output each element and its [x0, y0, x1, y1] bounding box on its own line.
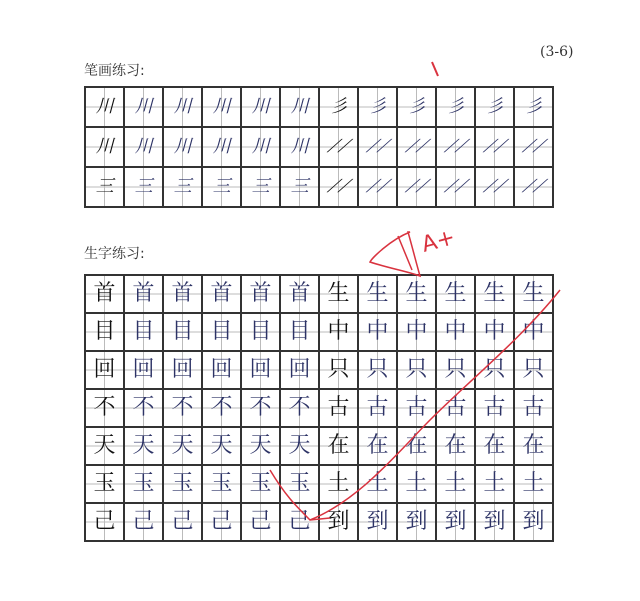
- grid-cell: [437, 504, 476, 542]
- handwritten-character: 己: [249, 509, 272, 534]
- handwritten-character: ⟋⟋: [403, 176, 431, 197]
- handwritten-character: 三: [132, 176, 155, 197]
- grid-cell: [164, 352, 203, 390]
- grid-cell: [164, 390, 203, 428]
- grid-cell: [437, 390, 476, 428]
- grid-cell: [242, 504, 281, 542]
- grid-cell: [125, 128, 164, 168]
- handwritten-character: 土: [327, 471, 350, 496]
- handwritten-character: 己: [93, 509, 116, 534]
- handwritten-character: 己: [288, 509, 311, 534]
- grid-cell: [437, 88, 476, 128]
- handwritten-character: ⟋⟋: [481, 176, 509, 197]
- handwritten-character: 在: [483, 433, 506, 458]
- stroke-section-title: 笔画练习:: [84, 63, 145, 79]
- handwritten-character: 三: [210, 176, 233, 197]
- handwritten-character: 中: [366, 319, 389, 344]
- grid-cell: [398, 428, 437, 466]
- grid-cell: [359, 168, 398, 208]
- grid-cell: [476, 314, 515, 352]
- grid-cell: [203, 276, 242, 314]
- grid-cell: [164, 466, 203, 504]
- handwritten-character: 天: [171, 433, 194, 458]
- grid-cell: [476, 128, 515, 168]
- handwritten-character: 目: [93, 319, 116, 344]
- handwritten-character: 己: [132, 509, 155, 534]
- handwritten-character: 古: [522, 395, 545, 420]
- grid-cell: [359, 276, 398, 314]
- handwritten-character: ⟋⟋: [325, 136, 353, 157]
- grid-cell: [242, 428, 281, 466]
- handwritten-character: 到: [366, 509, 389, 534]
- handwritten-character: 川: [93, 96, 116, 117]
- handwritten-character: 只: [366, 357, 389, 382]
- grade-doodle: [370, 232, 420, 276]
- grid-cell: [515, 168, 554, 208]
- grid-cell: [515, 352, 554, 390]
- handwritten-character: 玉: [132, 471, 155, 496]
- handwritten-character: 古: [327, 395, 350, 420]
- grid-cell: [242, 466, 281, 504]
- handwritten-character: ⟋⟋: [520, 176, 548, 197]
- handwritten-character: 到: [444, 509, 467, 534]
- grid-cell: [203, 352, 242, 390]
- grid-cell: [320, 504, 359, 542]
- handwritten-character: 中: [483, 319, 506, 344]
- handwritten-character: 目: [171, 319, 194, 344]
- grid-cell: [203, 428, 242, 466]
- grid-cell: [398, 352, 437, 390]
- handwritten-character: 首: [132, 281, 155, 306]
- handwritten-character: 土: [366, 471, 389, 496]
- handwritten-character: 中: [327, 319, 350, 344]
- handwritten-character: 首: [249, 281, 272, 306]
- grade-text: A+: [419, 224, 458, 258]
- grid-cell: [476, 88, 515, 128]
- grid-cell: [125, 504, 164, 542]
- grid-cell: [320, 276, 359, 314]
- grid-cell: [125, 428, 164, 466]
- handwritten-character: 玉: [210, 471, 233, 496]
- page-number: (3-6): [540, 44, 574, 60]
- grid-cell: [125, 352, 164, 390]
- grid-cell: [86, 390, 125, 428]
- grid-cell: [203, 466, 242, 504]
- grid-cell: [281, 88, 320, 128]
- handwritten-character: 三: [171, 176, 194, 197]
- grid-cell: [281, 128, 320, 168]
- handwritten-character: ⟋⟋: [442, 136, 470, 157]
- handwritten-character: 回: [132, 357, 155, 382]
- grid-cell: [242, 168, 281, 208]
- handwritten-character: 彡: [483, 96, 506, 117]
- handwritten-character: ⟋⟋: [325, 176, 353, 197]
- grid-cell: [359, 466, 398, 504]
- grid-cell: [86, 314, 125, 352]
- grid-cell: [203, 390, 242, 428]
- handwritten-character: 三: [288, 176, 311, 197]
- handwritten-character: ⟋⟋: [520, 136, 548, 157]
- grid-cell: [437, 168, 476, 208]
- grid-cell: [164, 276, 203, 314]
- grid-cell: [398, 276, 437, 314]
- handwritten-character: 中: [522, 319, 545, 344]
- handwritten-character: 三: [93, 176, 116, 197]
- grid-cell: [515, 428, 554, 466]
- grid-cell: [242, 128, 281, 168]
- grid-cell: [320, 466, 359, 504]
- handwritten-character: 彡: [522, 96, 545, 117]
- grid-cell: [476, 504, 515, 542]
- grid-cell: [515, 88, 554, 128]
- handwritten-character: 只: [444, 357, 467, 382]
- grid-cell: [398, 128, 437, 168]
- handwritten-character: 川: [171, 96, 194, 117]
- grid-cell: [125, 168, 164, 208]
- character-practice-grid: [84, 274, 554, 542]
- grid-cell: [86, 128, 125, 168]
- handwritten-character: 目: [132, 319, 155, 344]
- grid-cell: [398, 504, 437, 542]
- handwritten-character: 目: [288, 319, 311, 344]
- grid-cell: [125, 276, 164, 314]
- grid-cell: [515, 504, 554, 542]
- grid-cell: [398, 314, 437, 352]
- grid-cell: [515, 276, 554, 314]
- handwritten-character: 到: [483, 509, 506, 534]
- grid-cell: [164, 314, 203, 352]
- grid-cell: [203, 504, 242, 542]
- grid-cell: [320, 390, 359, 428]
- handwritten-character: 到: [405, 509, 428, 534]
- handwritten-character: 在: [522, 433, 545, 458]
- grid-cell: [359, 428, 398, 466]
- handwritten-character: 中: [444, 319, 467, 344]
- handwritten-character: ⟋⟋: [364, 176, 392, 197]
- grid-cell: [437, 128, 476, 168]
- grid-cell: [86, 352, 125, 390]
- grid-cell: [476, 428, 515, 466]
- grid-cell: [437, 466, 476, 504]
- handwritten-character: 玉: [249, 471, 272, 496]
- grid-cell: [398, 466, 437, 504]
- handwritten-character: 玉: [288, 471, 311, 496]
- handwritten-character: 不: [93, 395, 116, 420]
- handwritten-character: 不: [171, 395, 194, 420]
- handwritten-character: 生: [405, 281, 428, 306]
- grid-cell: [320, 428, 359, 466]
- grid-cell: [320, 88, 359, 128]
- handwritten-character: 古: [405, 395, 428, 420]
- handwritten-character: 在: [366, 433, 389, 458]
- handwritten-character: 川: [93, 136, 116, 157]
- handwritten-character: 天: [288, 433, 311, 458]
- handwritten-character: 只: [522, 357, 545, 382]
- grid-cell: [281, 352, 320, 390]
- grid-cell: [281, 504, 320, 542]
- handwritten-character: 川: [132, 136, 155, 157]
- handwritten-character: 不: [288, 395, 311, 420]
- handwritten-character: 中: [405, 319, 428, 344]
- grid-cell: [398, 168, 437, 208]
- grid-cell: [359, 128, 398, 168]
- grid-cell: [476, 466, 515, 504]
- grid-cell: [164, 428, 203, 466]
- handwritten-character: 不: [249, 395, 272, 420]
- grid-cell: [515, 314, 554, 352]
- handwritten-character: 天: [210, 433, 233, 458]
- handwritten-character: 川: [288, 96, 311, 117]
- grid-cell: [242, 88, 281, 128]
- handwritten-character: 生: [327, 281, 350, 306]
- grid-cell: [164, 88, 203, 128]
- handwritten-character: 生: [444, 281, 467, 306]
- handwritten-character: 只: [405, 357, 428, 382]
- handwritten-character: 生: [483, 281, 506, 306]
- grid-cell: [86, 466, 125, 504]
- handwritten-character: 首: [171, 281, 194, 306]
- grid-cell: [398, 88, 437, 128]
- grid-cell: [125, 88, 164, 128]
- grid-cell: [320, 168, 359, 208]
- handwritten-character: 川: [210, 96, 233, 117]
- grid-cell: [437, 276, 476, 314]
- handwritten-character: 古: [483, 395, 506, 420]
- grid-cell: [515, 390, 554, 428]
- grid-cell: [437, 314, 476, 352]
- grid-cell: [86, 428, 125, 466]
- handwritten-character: 不: [132, 395, 155, 420]
- grid-cell: [359, 504, 398, 542]
- handwritten-character: 彡: [444, 96, 467, 117]
- handwritten-character: 川: [171, 136, 194, 157]
- grid-cell: [359, 352, 398, 390]
- grid-cell: [164, 504, 203, 542]
- grid-cell: [86, 276, 125, 314]
- grid-cell: [437, 428, 476, 466]
- handwritten-character: 土: [405, 471, 428, 496]
- grid-cell: [125, 390, 164, 428]
- grid-cell: [281, 390, 320, 428]
- handwritten-character: 川: [288, 136, 311, 157]
- handwritten-character: 目: [210, 319, 233, 344]
- handwritten-character: 首: [210, 281, 233, 306]
- handwritten-character: 到: [522, 509, 545, 534]
- grid-cell: [359, 390, 398, 428]
- character-section-title: 生字练习:: [84, 246, 145, 262]
- grid-cell: [86, 168, 125, 208]
- grid-cell: [203, 168, 242, 208]
- grid-cell: [476, 352, 515, 390]
- handwritten-character: 古: [444, 395, 467, 420]
- grid-cell: [242, 276, 281, 314]
- handwritten-character: 己: [210, 509, 233, 534]
- grid-cell: [281, 276, 320, 314]
- grid-cell: [320, 314, 359, 352]
- handwritten-character: 回: [288, 357, 311, 382]
- handwritten-character: 彡: [327, 96, 350, 117]
- handwritten-character: 川: [249, 136, 272, 157]
- grid-cell: [515, 128, 554, 168]
- handwritten-character: 首: [288, 281, 311, 306]
- handwritten-character: 彡: [405, 96, 428, 117]
- grid-cell: [476, 390, 515, 428]
- grid-cell: [242, 314, 281, 352]
- grid-cell: [125, 314, 164, 352]
- handwritten-character: 在: [444, 433, 467, 458]
- grid-cell: [359, 314, 398, 352]
- grid-cell: [437, 352, 476, 390]
- stroke-practice-grid: [84, 86, 554, 208]
- grid-cell: [164, 168, 203, 208]
- handwritten-character: 首: [93, 281, 116, 306]
- handwritten-character: 在: [405, 433, 428, 458]
- check-mark: [432, 62, 438, 76]
- handwritten-character: 只: [327, 357, 350, 382]
- grid-cell: [398, 390, 437, 428]
- handwritten-character: 回: [171, 357, 194, 382]
- handwritten-character: 到: [327, 509, 350, 534]
- handwritten-character: 生: [366, 281, 389, 306]
- handwritten-character: 只: [483, 357, 506, 382]
- grid-cell: [203, 314, 242, 352]
- handwritten-character: 川: [210, 136, 233, 157]
- grid-cell: [359, 88, 398, 128]
- grid-cell: [320, 352, 359, 390]
- grid-cell: [515, 466, 554, 504]
- handwritten-character: 彡: [366, 96, 389, 117]
- handwritten-character: 玉: [93, 471, 116, 496]
- handwritten-character: 天: [93, 433, 116, 458]
- grid-cell: [281, 168, 320, 208]
- grid-cell: [203, 88, 242, 128]
- handwritten-character: 土: [483, 471, 506, 496]
- grid-cell: [242, 352, 281, 390]
- handwritten-character: 三: [249, 176, 272, 197]
- handwritten-character: 回: [93, 357, 116, 382]
- handwritten-character: ⟋⟋: [364, 136, 392, 157]
- grid-cell: [86, 88, 125, 128]
- handwritten-character: 生: [522, 281, 545, 306]
- grid-cell: [86, 504, 125, 542]
- handwritten-character: 玉: [171, 471, 194, 496]
- handwritten-character: 目: [249, 319, 272, 344]
- handwritten-character: 古: [366, 395, 389, 420]
- handwritten-character: 川: [249, 96, 272, 117]
- handwritten-character: 己: [171, 509, 194, 534]
- handwritten-character: 不: [210, 395, 233, 420]
- grid-cell: [164, 128, 203, 168]
- handwritten-character: 川: [132, 96, 155, 117]
- grid-cell: [320, 128, 359, 168]
- handwritten-character: ⟋⟋: [442, 176, 470, 197]
- handwritten-character: 土: [522, 471, 545, 496]
- handwritten-character: 回: [249, 357, 272, 382]
- handwritten-character: 在: [327, 433, 350, 458]
- grid-cell: [476, 168, 515, 208]
- grid-cell: [125, 466, 164, 504]
- handwritten-character: ⟋⟋: [403, 136, 431, 157]
- handwritten-character: 天: [132, 433, 155, 458]
- grid-cell: [476, 276, 515, 314]
- handwritten-character: 土: [444, 471, 467, 496]
- handwritten-character: ⟋⟋: [481, 136, 509, 157]
- grid-cell: [281, 428, 320, 466]
- grid-cell: [281, 314, 320, 352]
- handwritten-character: 回: [210, 357, 233, 382]
- grid-cell: [203, 128, 242, 168]
- grid-cell: [281, 466, 320, 504]
- handwritten-character: 天: [249, 433, 272, 458]
- grid-cell: [242, 390, 281, 428]
